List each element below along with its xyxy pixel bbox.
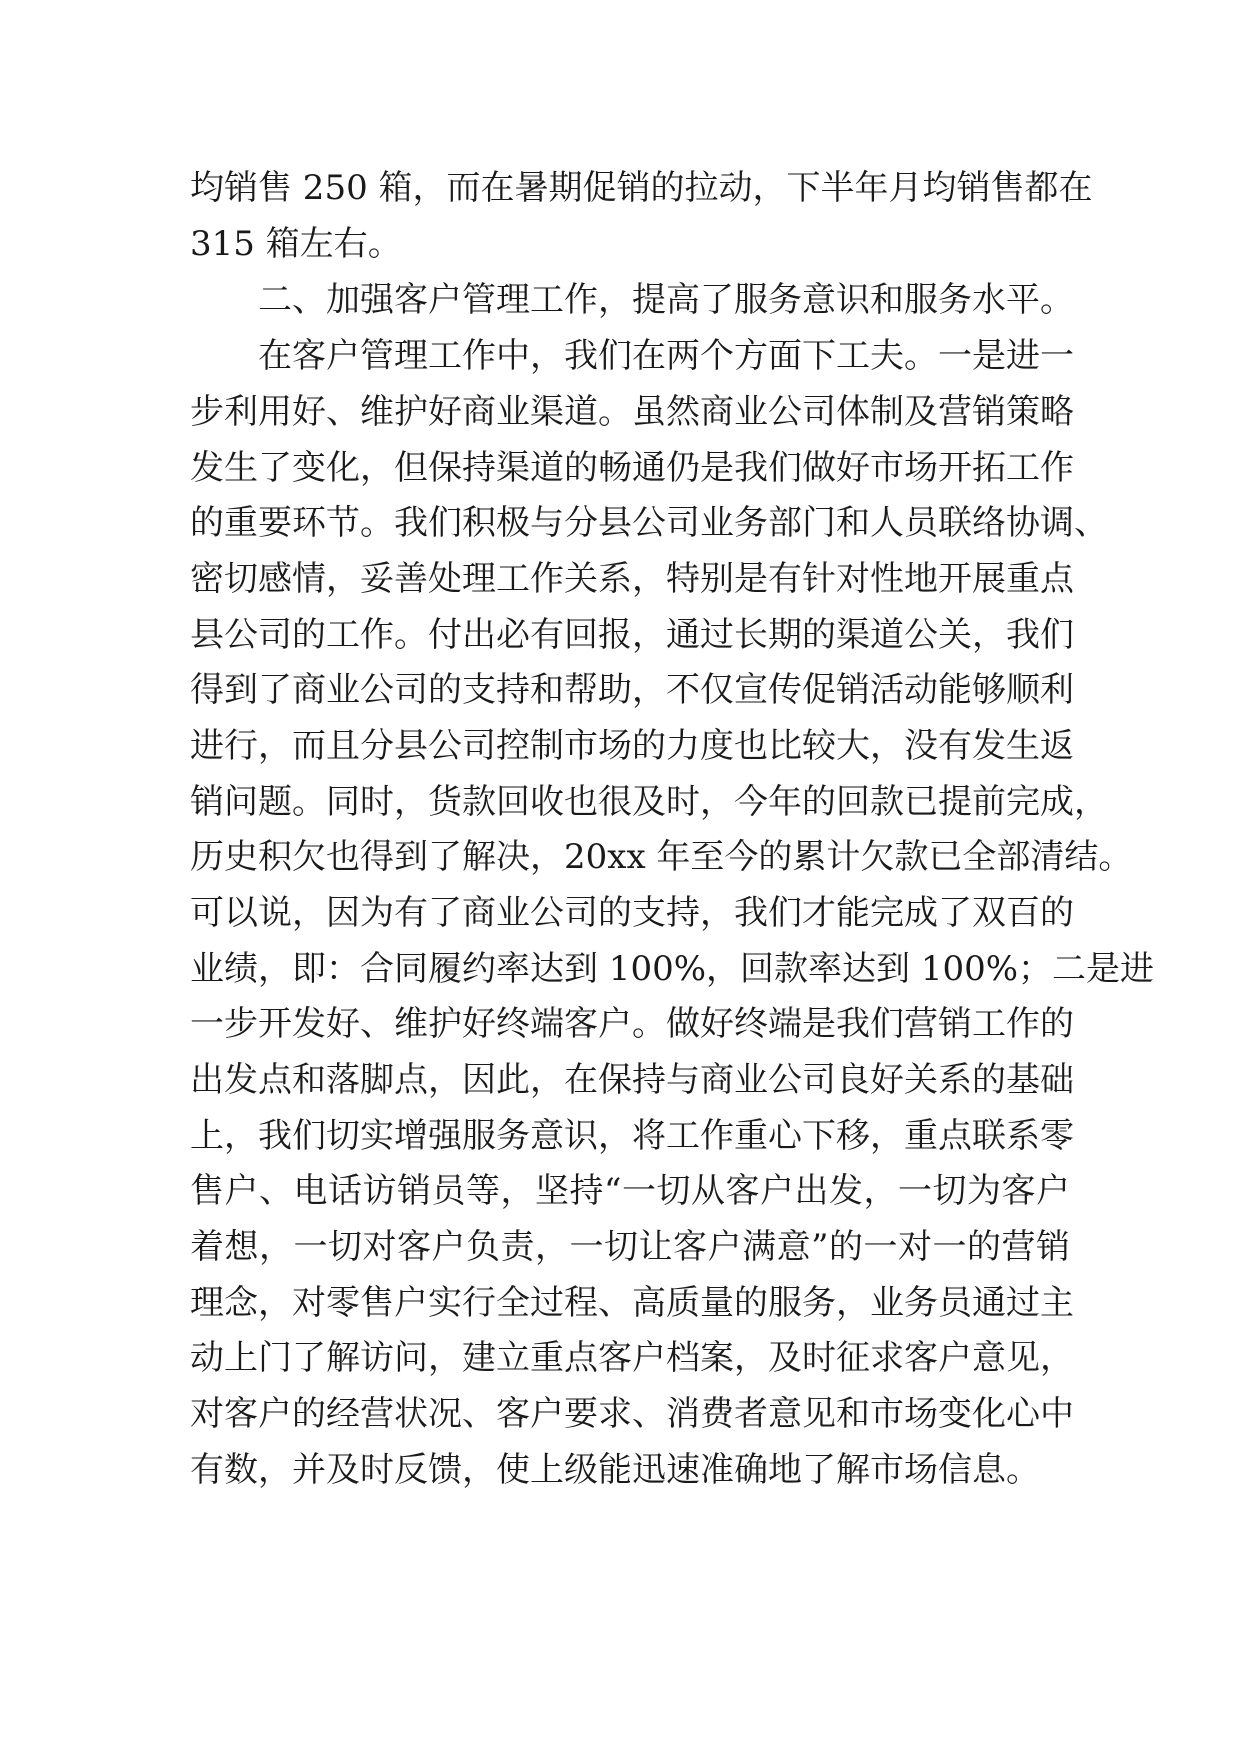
text-line: 着想，一切对客户负责，一切让客户满意”的一对一的营销: [190, 1227, 1070, 1267]
text-line: 县公司的工作。付出必有回报，通过长期的渠道公关，我们: [190, 615, 1074, 655]
text-line: 密切感情，妥善处理工作关系，特别是有针对性地开展重点: [190, 559, 1074, 599]
text-line: 315 箱左右。: [190, 224, 402, 264]
text-line: 发生了变化，但保持渠道的畅通仍是我们做好市场开拓工作: [190, 448, 1074, 488]
text-line: 可以说，因为有了商业公司的支持，我们才能完成了双百的: [190, 893, 1074, 933]
text-line: 得到了商业公司的支持和帮助，不仅宣传促销活动能够顺利: [190, 670, 1074, 710]
text-line: 均销售 250 箱，而在暑期促销的拉动，下半年月均销售都在: [190, 168, 1093, 208]
text-line: 在客户管理工作中，我们在两个方面下工夫。一是进一: [258, 336, 1074, 376]
text-line: 对客户的经营状况、客户要求、消费者意见和市场变化心中: [190, 1394, 1074, 1434]
text-line: 上，我们切实增强服务意识，将工作重心下移，重点联系零: [190, 1116, 1074, 1156]
text-line: 业绩，即：合同履约率达到 100%，回款率达到 100%；二是进: [190, 949, 1155, 989]
text-line: 理念，对零售户实行全过程、高质量的服务，业务员通过主: [190, 1283, 1074, 1323]
text-line: 售户、电话访销员等，坚持“一切从客户出发，一切为客户: [190, 1171, 1070, 1211]
text-line: 步利用好、维护好商业渠道。虽然商业公司体制及营销策略: [190, 392, 1074, 432]
text-line: 的重要环节。我们积极与分县公司业务部门和人员联络协调、: [190, 503, 1108, 543]
text-line: 动上门了解访问，建立重点客户档案，及时征求客户意见，: [190, 1338, 1074, 1378]
text-line: 有数，并及时反馈，使上级能迅速准确地了解市场信息。: [190, 1450, 1040, 1490]
text-line: 销问题。同时，货款回收也很及时，今年的回款已提前完成，: [190, 782, 1108, 822]
section-heading: 二、加强客户管理工作，提高了服务意识和服务水平。: [258, 280, 1074, 320]
text-line: 一步开发好、维护好终端客户。做好终端是我们营销工作的: [190, 1004, 1074, 1044]
text-line: 出发点和落脚点，因此，在保持与商业公司良好关系的基础: [190, 1060, 1074, 1100]
text-line: 进行，而且分县公司控制市场的力度也比较大，没有发生返: [190, 726, 1074, 766]
text-line: 历史积欠也得到了解决，20xx 年至今的累计欠款已全部清结。: [190, 837, 1133, 877]
